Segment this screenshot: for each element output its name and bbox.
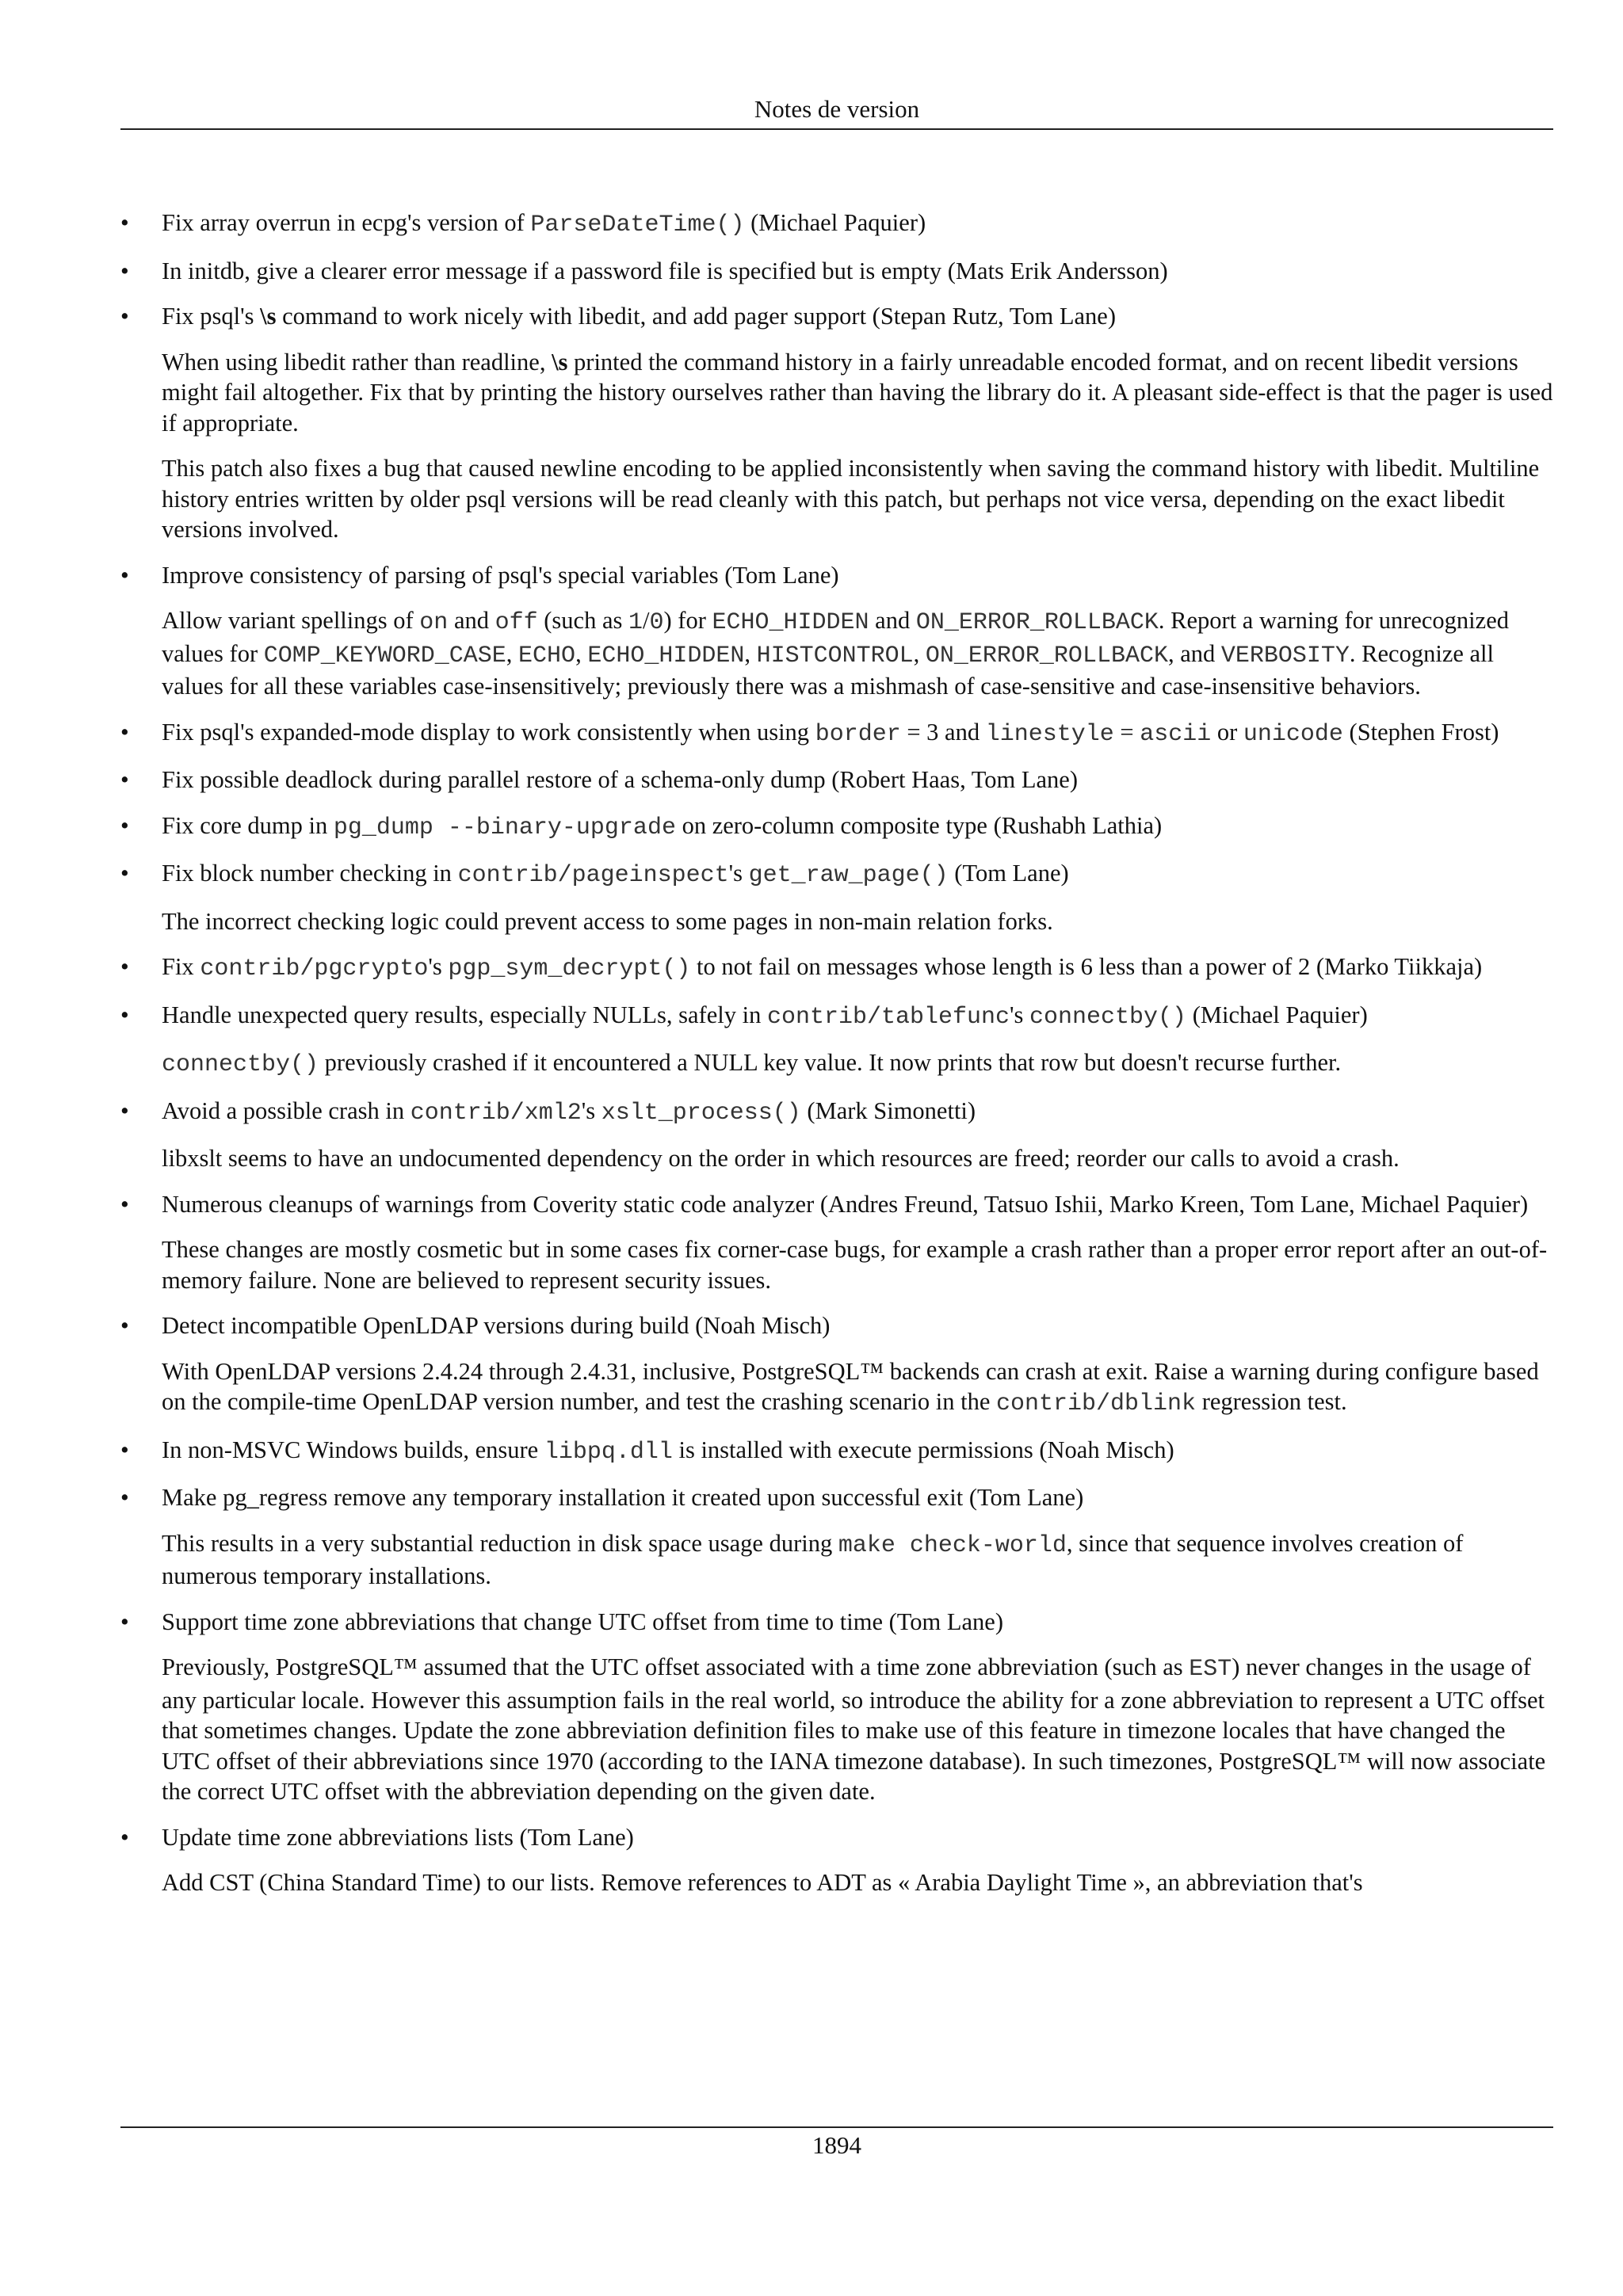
code-literal: EST — [1189, 1656, 1232, 1683]
text-run: The incorrect checking logic could prevent access to some pages in non-main relation forks. — [162, 907, 1053, 935]
release-note-item — [120, 560, 1553, 702]
bullet-icon: • — [120, 811, 129, 839]
text-run: = — [1113, 718, 1140, 746]
text-run: Handle unexpected query results, especially NULLs, safely in — [162, 1001, 767, 1028]
release-note-item — [120, 1000, 1553, 1081]
text-run: ) for — [663, 607, 712, 634]
code-literal: ON_ERROR_ROLLBACK — [915, 609, 1159, 636]
text-run: Detect incompatible OpenLDAP versions during build (Noah Misch) — [162, 1312, 831, 1339]
text-run: and — [448, 607, 495, 634]
code-literal: connectby() — [1029, 1003, 1187, 1031]
bullet-icon: • — [120, 1823, 129, 1851]
item-summary — [162, 952, 1553, 985]
item-detail-paragraph — [162, 906, 1553, 937]
code-literal: VERBOSITY — [1220, 642, 1350, 669]
bullet-icon: • — [120, 257, 129, 284]
text-run: Fix block number checking in — [162, 860, 458, 887]
release-note-item — [120, 256, 1553, 287]
text-run: . Recognize all values for all these variables case-insensitively; previously there was a mishmash of case-sensitive and case-insensitive behaviors. — [162, 639, 1494, 700]
item-detail-paragraph — [162, 453, 1553, 545]
code-literal: contrib/dblink — [996, 1390, 1197, 1417]
text-run: Fix core dump in — [162, 811, 334, 839]
text-run: regression test. — [1196, 1388, 1347, 1415]
text-run: on zero-column composite type (Rushabh Lathia) — [675, 811, 1163, 839]
release-note-item — [120, 765, 1553, 795]
text-run: Update time zone abbreviations lists (Tom Lane) — [162, 1823, 634, 1851]
text-run: Add CST (China Standard Time) to our lists. Remove references to ADT as « Arabia Daylight Time », an abbreviation that's — [162, 1869, 1363, 1896]
text-run: Fix possible deadlock during parallel restore of a schema-only dump (Robert Haas, Tom Lane) — [162, 766, 1078, 793]
code-literal: contrib/xml2 — [410, 1099, 582, 1127]
bullet-icon: • — [120, 953, 129, 980]
text-run: (Stephen Frost) — [1342, 718, 1499, 746]
item-detail-paragraph — [162, 1234, 1553, 1295]
release-notes-list — [120, 208, 1553, 1898]
text-run: ) never changes in the usage of any particular locale. However this assumption fails in the real world, so introduce the ability for a zone abbreviation to represent a UTC offset that sometimes changes. Update the zone abbreviation definition files to make use of this feature in timezone locales that have changed the UTC offset of their abbreviations since 1970 (according to the IANA timezone database). In such timezones, PostgreSQL™ will now associate the correct UTC offset with the abbreviation depending on the given date. — [162, 1653, 1546, 1805]
code-literal: ParseDateTime() — [530, 212, 745, 238]
text-run: 's — [1010, 1001, 1030, 1028]
code-literal: 0 — [649, 609, 664, 636]
item-summary — [162, 1000, 1553, 1033]
item-detail-paragraph — [162, 1356, 1553, 1420]
text-run: These changes are mostly cosmetic but in some cases fix corner-case bugs, for example a crash rather than a proper error report after an out-of-memory failure. None are believed to represent security issues. — [162, 1236, 1548, 1294]
item-summary — [162, 208, 1553, 241]
item-summary — [162, 717, 1553, 750]
text-run: When using libedit rather than readline, — [162, 348, 552, 376]
text-run: , and — [1167, 639, 1221, 667]
command-literal: \s — [260, 303, 277, 330]
page-number: 1894 — [812, 2131, 861, 2159]
release-note-item — [120, 1096, 1553, 1174]
code-literal: contrib/tablefunc — [766, 1003, 1010, 1031]
item-summary — [162, 301, 1553, 332]
bullet-icon: • — [120, 303, 129, 330]
text-run: printed the command history in a fairly unreadable encoded format, and on recent libedit versions might fail altogether. Fix that by printing the history ourselves rather than having the library do it. A pleasant side-effect is that the pager is used if appropriate. — [162, 348, 1553, 437]
text-run: With OpenLDAP versions 2.4.24 through 2.4.31, inclusive, PostgreSQL™ backends can crash at exit. Raise a warning during configure based on the compile-time OpenLDAP version number, and test the crashing scenario in the — [162, 1357, 1539, 1415]
release-note-item — [120, 1607, 1553, 1807]
text-run: (Michael Paquier) — [744, 209, 926, 236]
text-run: = 3 and — [900, 718, 986, 746]
text-run: Support time zone abbreviations that change UTC offset from time to time (Tom Lane) — [162, 1608, 1003, 1635]
release-note-item — [120, 1822, 1553, 1898]
text-run: Allow variant spellings of — [162, 607, 420, 634]
text-run: , since that sequence involves creation of numerous temporary installations. — [162, 1529, 1464, 1589]
code-literal: connectby() — [162, 1051, 319, 1078]
text-run: 's — [428, 953, 449, 980]
text-run: to not fail on messages whose length is 6 less than a power of 2 (Marko Tiikkaja) — [690, 953, 1483, 980]
code-literal: border — [815, 720, 901, 748]
release-note-item — [120, 952, 1553, 985]
text-run: previously crashed if it encountered a NULL key value. It now prints that row but doesn't recurse further. — [319, 1049, 1342, 1076]
text-run: In non-MSVC Windows builds, ensure — [162, 1436, 544, 1463]
bullet-icon: • — [120, 766, 129, 793]
text-run: 's — [728, 860, 749, 887]
code-literal: COMP_KEYWORD_CASE — [263, 642, 506, 669]
bullet-icon: • — [120, 1608, 129, 1635]
item-detail-paragraph — [162, 1867, 1553, 1898]
page-header-title: Notes de version — [754, 95, 920, 123]
item-summary — [162, 1822, 1553, 1853]
text-run: , — [913, 639, 926, 667]
bullet-icon: • — [120, 1312, 129, 1339]
code-literal: libpq.dll — [544, 1438, 673, 1466]
code-literal: unicode — [1243, 720, 1343, 748]
code-literal: ECHO_HIDDEN — [587, 642, 745, 669]
text-run: Avoid a possible crash in — [162, 1097, 411, 1124]
bullet-icon: • — [120, 1190, 129, 1218]
item-summary — [162, 1482, 1553, 1513]
code-literal: 1 — [628, 609, 643, 636]
text-run: , — [575, 639, 588, 667]
text-run: libxslt seems to have an undocumented dependency on the order in which resources are freed; reorder our calls to avoid a crash. — [162, 1145, 1400, 1172]
code-literal: contrib/pgcrypto — [200, 955, 429, 982]
item-detail-paragraph — [162, 1528, 1553, 1592]
item-summary — [162, 256, 1553, 287]
code-literal: contrib/pageinspect — [457, 862, 729, 889]
code-literal: ECHO — [518, 642, 576, 669]
code-literal: xslt_process() — [601, 1099, 801, 1127]
text-run: In initdb, give a clearer error message if a password file is specified but is empty (Mats Erik Andersson) — [162, 257, 1168, 284]
text-run: Make pg_regress remove any temporary installation it created upon successful exit (Tom Lane) — [162, 1484, 1084, 1511]
text-run: Fix psql's — [162, 303, 261, 330]
text-run: (such as — [537, 607, 628, 634]
item-summary — [162, 810, 1553, 844]
bullet-icon: • — [120, 860, 129, 887]
text-run: command to work nicely with libedit, and add pager support (Stepan Rutz, Tom Lane) — [276, 303, 1116, 330]
item-detail-paragraph — [162, 605, 1553, 702]
item-detail-paragraph — [162, 347, 1553, 439]
text-run: Fix array overrun in ecpg's version of — [162, 209, 531, 236]
item-detail-paragraph — [162, 1652, 1553, 1807]
code-literal: pg_dump --binary-upgrade — [333, 814, 676, 841]
bullet-icon: • — [120, 209, 129, 236]
item-summary — [162, 1310, 1553, 1341]
release-note-item — [120, 717, 1553, 750]
release-note-item — [120, 858, 1553, 936]
code-literal: make check-world — [838, 1531, 1067, 1559]
text-run: Fix psql's expanded-mode display to work consistently when using — [162, 718, 815, 746]
text-run: 's — [581, 1097, 601, 1124]
item-summary — [162, 1607, 1553, 1638]
release-notes-content — [120, 208, 1553, 1913]
text-run: is installed with execute permissions (Noah Misch) — [672, 1436, 1174, 1463]
code-literal: HISTCONTROL — [756, 642, 914, 669]
text-run: Fix — [162, 953, 200, 980]
release-note-item — [120, 1310, 1553, 1420]
bullet-icon: • — [120, 718, 129, 746]
item-summary — [162, 560, 1553, 591]
text-run: Improve consistency of parsing of psql's special variables (Tom Lane) — [162, 561, 839, 589]
code-literal: ascii — [1140, 720, 1212, 748]
item-summary — [162, 858, 1553, 891]
item-summary — [162, 765, 1553, 795]
item-summary — [162, 1189, 1553, 1220]
release-note-item — [120, 1189, 1553, 1296]
text-run: Numerous cleanups of warnings from Coverity static code analyzer (Andres Freund, Tatsuo Ishii, Marko Kreen, Tom Lane, Michael Paquier) — [162, 1190, 1529, 1218]
item-summary — [162, 1435, 1553, 1468]
text-run: / — [643, 607, 650, 634]
text-run: (Mark Simonetti) — [800, 1097, 976, 1124]
text-run: or — [1211, 718, 1243, 746]
text-run: This patch also fixes a bug that caused newline encoding to be applied inconsistently when saving the command history with libedit. Multiline history entries written by older psql versions will be read cleanly with this patch, but perhaps not vice versa, depending on the exact libedit versions involved. — [162, 455, 1540, 543]
release-note-item — [120, 301, 1553, 545]
header-rule — [120, 128, 1553, 130]
footer-rule — [120, 2126, 1553, 2128]
text-run: (Michael Paquier) — [1186, 1001, 1368, 1028]
code-literal: on — [419, 609, 449, 636]
release-note-item — [120, 1435, 1553, 1468]
text-run: , — [744, 639, 757, 667]
text-run: , — [506, 639, 519, 667]
text-run: Previously, PostgreSQL™ assumed that the UTC offset associated with a time zone abbreviation (such as — [162, 1653, 1190, 1680]
code-literal: get_raw_page() — [748, 862, 949, 889]
bullet-icon: • — [120, 1097, 129, 1124]
item-summary — [162, 1096, 1553, 1129]
text-run: . Report a warning for unrecognized values for — [162, 607, 1509, 667]
release-note-item — [120, 208, 1553, 241]
text-run: This results in a very substantial reduction in disk space usage during — [162, 1529, 838, 1557]
code-literal: pgp_sym_decrypt() — [448, 955, 691, 982]
code-literal: linestyle — [985, 720, 1114, 748]
text-run: (Tom Lane) — [948, 860, 1069, 887]
code-literal: ECHO_HIDDEN — [712, 609, 869, 636]
bullet-icon: • — [120, 1001, 129, 1028]
release-note-item — [120, 810, 1553, 844]
release-note-item — [120, 1482, 1553, 1592]
item-detail-paragraph — [162, 1143, 1553, 1174]
item-detail-paragraph — [162, 1047, 1553, 1081]
bullet-icon: • — [120, 1484, 129, 1511]
bullet-icon: • — [120, 1436, 129, 1463]
text-run: and — [869, 607, 916, 634]
code-literal: ON_ERROR_ROLLBACK — [925, 642, 1168, 669]
command-literal: \s — [552, 348, 568, 376]
code-literal: off — [495, 609, 538, 636]
bullet-icon: • — [120, 561, 129, 589]
